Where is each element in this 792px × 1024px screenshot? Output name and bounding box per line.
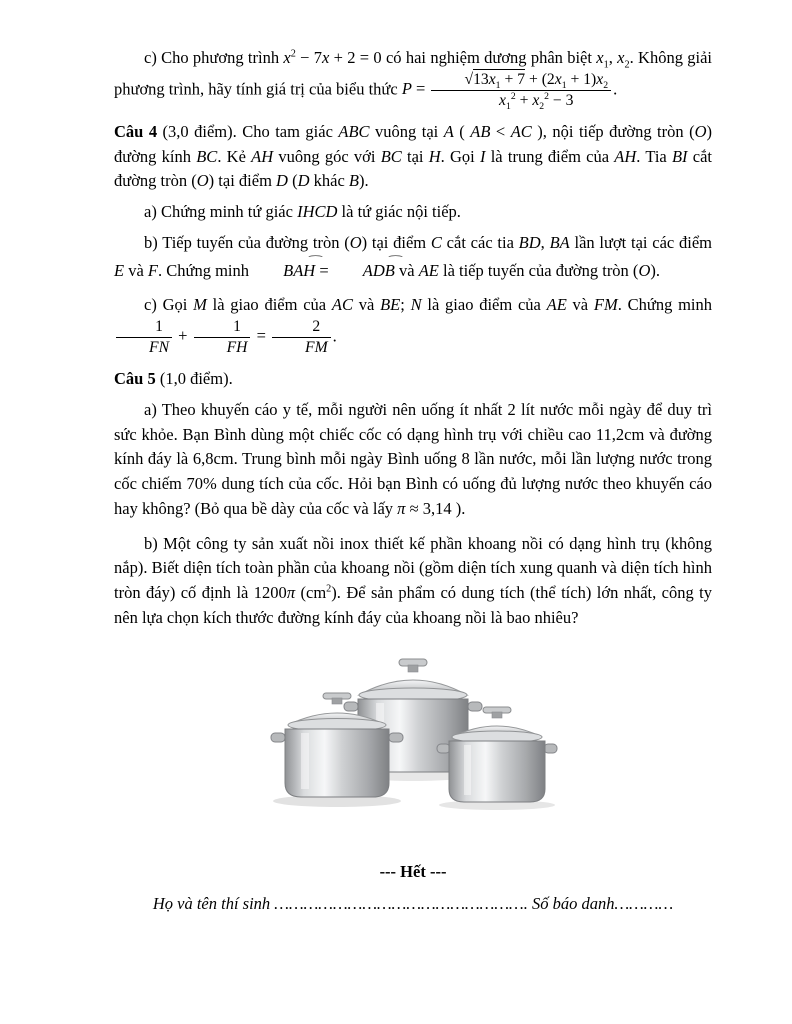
end-marker: --- Hết --- [379,861,447,881]
question5-item-b: b) Một công ty sản xuất nồi inox thiết kế phần khoang nồi có dạng hình trụ (không nắp). Biết diện tích toàn phần của khoang nồi (gồm diện tích xung quanh và diện tích hình tròn đáy) cố định là 1200π $(cm^2)$. Để sản phẩm có dung tích (thể tích) lớn nhất, công ty nên lựa chọn kích thước đường kính đáy của khoang nồi là bao nhiêu? [114,533,713,627]
question3-part-c: c) Cho phương trình $x^2 - 7x + 2 = 0$ có hai nghiệm dương phân biệt $x_1$, $x_2$. Không giải phương trình, hãy tính giá trị của biểu thức P = $\frac{√13x_1 + 7 + (2x_1 + 1)x_2}{x_1^2 + x_2^2 - 3}$ . [114,48,712,112]
pots-photo [114,645,712,834]
pots-image [255,645,571,829]
question4-item-c: c) Gọi M là giao điểm của AC và BE; N là giao điểm của AE và FM. Chứng minh $\frac{1}{FN}$ + $\frac{1}{FH}$ = $\frac{2}{FM}$ . [114,293,712,357]
question5-heading: Câu 5 (1,0 điểm). [114,369,233,389]
question4-item-a: a) Chứng minh tứ giác IHCD là tứ giác nội tiếp. [144,202,461,222]
question5-item-a: a) Theo khuyến cáo y tế, mỗi người nên uống ít nhất 2 lít nước mỗi ngày để duy trì sức khỏe. Bạn Bình dùng một chiếc cốc có dạng hình trụ với chiều cao 11,2cm và đường kính đáy là 6,8cm. Trung bình mỗi ngày Bình uống 8 lần nước, mỗi lần lượng nước trong cốc chiếm 70% dung tích của cốc. Hỏi bạn Bình có uống đủ lượng nước theo khuyến cáo hay không? (Bỏ qua bề dày của cốc và lấy π ≈ 3,14 ). [114,399,712,518]
signature-line: Họ và tên thí sinh ……………………………………………. Số báo danh………… [152,894,674,914]
question4-heading: Câu 4 (3,0 điểm). Cho tam giác ABC vuông tại A ( AB < AC ), nội tiếp đường tròn (O) đường kính BC. Kẻ AH vuông góc với BC tại H. Gọi I là trung điểm của AH. Tia BI cắt đường tròn (O) tại điểm D (D khác B). [114,121,713,191]
question4-item-b: b) Tiếp tuyến của đường tròn (O) tại điểm C cắt các tia BD, BA lần lượt tại các điểm E và F. Chứng minh ⌢ BAH = ⌢ ADB và AE là tiếp tuyến của đường tròn (O). [114,231,712,284]
